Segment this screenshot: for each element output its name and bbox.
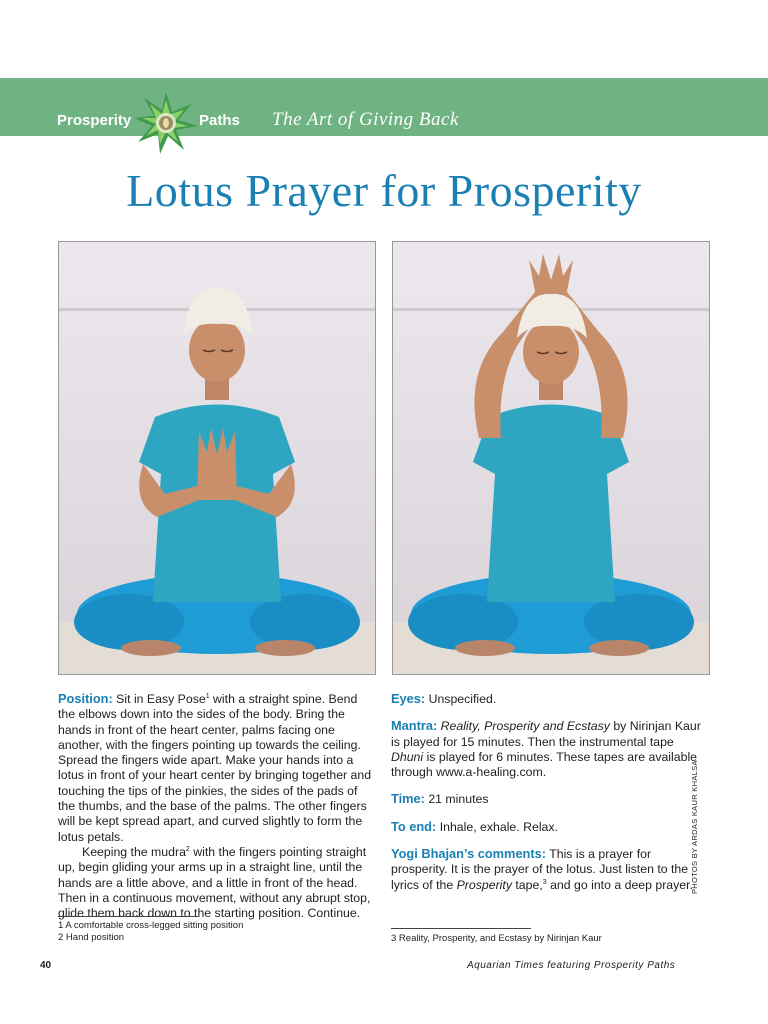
brand-paths: Paths: [199, 112, 240, 129]
lotus-star-icon: [134, 92, 198, 154]
comments-paragraph: Yogi Bhajan’s comments: This is a prayer for prosperity. It is the prayer of the lotus. Just listen to the lyrics of the Prosperity tape,$^3$ and go into a deep prayer.: [391, 846, 693, 892]
left-column: [58, 691, 373, 921]
footnote-2: 2 Hand position: [58, 932, 125, 943]
position-label: Position:: [58, 691, 113, 706]
end-label: To end:: [391, 818, 437, 834]
footnote-rule-right: [391, 928, 531, 929]
header-band: [0, 78, 768, 136]
comments-label: Yogi Bhajan’s comments:: [391, 846, 547, 862]
header-tagline: The Art of Giving Back: [272, 109, 459, 130]
footnotes-left: [58, 920, 243, 944]
photo-hands-at-heart: [58, 241, 376, 675]
eyes-paragraph: Eyes: Unspecified.: [391, 691, 497, 706]
footnote-1: 1 A comfortable cross-legged sitting position: [58, 920, 244, 931]
photo-hands-above-head: [392, 241, 710, 675]
footnote-3: 3 Reality, Prosperity, and Ecstasy by Nirinjan Kaur: [391, 933, 602, 944]
mantra-label: Mantra:: [391, 718, 438, 734]
mantra-paragraph: Mantra: Reality, Prosperity and Ecstasy by Nirinjan Kaur is played for 15 minutes. Then the instrumental tape Dhuni is played for 6 minutes. These tapes are available through www.a-healing.com.: [391, 718, 701, 780]
page-number: 40: [40, 960, 52, 971]
right-column: [391, 691, 709, 893]
time-label: Time:: [391, 791, 425, 807]
footnote-rule-left: [58, 916, 198, 917]
running-footer: Aquarian Times featuring Prosperity Paths: [467, 960, 676, 971]
brand-prosperity: Prosperity: [57, 112, 132, 129]
end-paragraph: To end: Inhale, exhale. Relax.: [391, 818, 558, 834]
photo-credit: PHOTOS BY ARDAS KAUR KHALSA: [690, 760, 699, 894]
movement-paragraph: Keeping the mudra$^2$ with the fingers pointing straight up, begin gliding your arms up in a straight line, until the hands are a little above, and a little in front of the head. Then in a continuous movement, without any abrupt stop, glide them back down to the starting position. Continue.: [58, 844, 371, 921]
eyes-label: Eyes:: [391, 691, 426, 706]
page-title: Lotus Prayer for Prosperity: [126, 165, 642, 216]
position-paragraph: Position: Sit in Easy Pose$^1$ with a straight spine. Bend the elbows down into the sides of the body. Bring the hands in front of the heart center, palms facing one another, with the fingers pointing up towards the ceiling. Spread the fingers wide apart. Make your hands into a lotus in front of your heart center by bringing together and touching the tips of the pinkies, the sides of the pads of the thumbs, and the base of the palms. The other fingers will be kept spread apart, and curved slightly to form the lotus petals.: [58, 691, 372, 844]
time-paragraph: Time: 21 minutes: [391, 791, 489, 807]
